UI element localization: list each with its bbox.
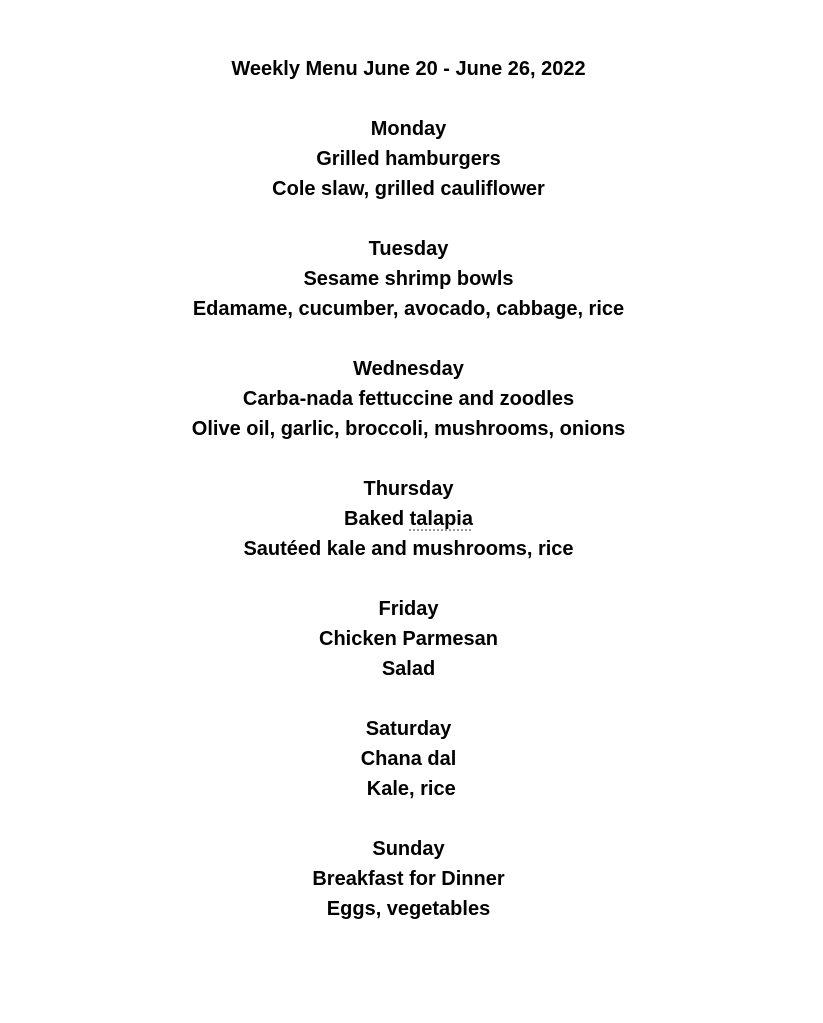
spacer [0, 204, 817, 234]
day-heading: Wednesday [353, 358, 464, 380]
side-dishes: Edamame, cucumber, avocado, cabbage, rice [192, 298, 625, 320]
spacer [0, 564, 817, 594]
day-block-sunday [0, 834, 817, 924]
spacer [0, 804, 817, 834]
spacer [0, 84, 817, 114]
day-block-thursday [0, 474, 817, 564]
day-heading: Monday [370, 118, 447, 140]
day-block-saturday [0, 714, 817, 804]
spellcheck-flagged-word: talapia [409, 508, 473, 530]
spacer [0, 444, 817, 474]
side-dishes: Eggs, vegetables [326, 898, 491, 920]
main-dish: Breakfast for Dinner [312, 868, 505, 890]
menu-title: Weekly Menu June 20 - June 26, 2022 [231, 58, 586, 80]
day-heading: Thursday [363, 478, 454, 500]
main-dish: Chicken Parmesan [319, 628, 498, 650]
main-dish: Sesame shrimp bowls [303, 268, 514, 290]
day-block-monday [0, 114, 817, 204]
day-block-tuesday [0, 234, 817, 324]
main-dish: Carba-nada fettuccine and zoodles [242, 388, 575, 410]
main-dish-prefix: Baked [344, 508, 410, 530]
side-dishes: Sautéed kale and mushrooms, rice [243, 538, 574, 560]
side-dishes: Kale, rice [361, 778, 456, 800]
day-block-friday [0, 594, 817, 684]
side-dishes: Olive oil, garlic, broccoli, mushrooms, onions [191, 418, 626, 440]
day-block-wednesday [0, 354, 817, 444]
main-dish: Chana dal [360, 748, 457, 770]
spacer [0, 324, 817, 354]
spacer [0, 684, 817, 714]
menu-document [0, 54, 817, 924]
main-dish: Grilled hamburgers [316, 148, 501, 170]
main-dish [0, 504, 817, 534]
day-heading: Friday [378, 598, 439, 620]
day-heading: Tuesday [368, 238, 449, 260]
day-heading: Sunday [372, 838, 445, 860]
side-dishes: Salad [381, 658, 436, 680]
day-heading: Saturday [365, 718, 452, 740]
side-dishes: Cole slaw, grilled cauliflower [272, 178, 545, 200]
